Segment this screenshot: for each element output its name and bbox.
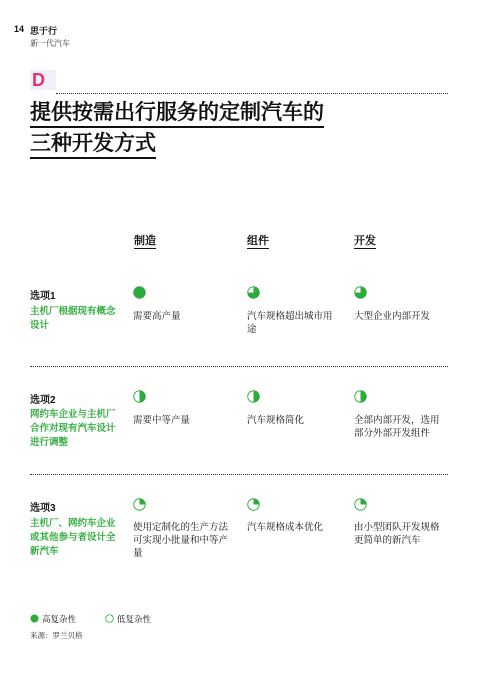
complexity-icon xyxy=(354,498,367,511)
legend-low-label: 低复杂性 xyxy=(117,614,152,624)
option-3-manufacturing-text: 使用定制化的生产方法可实现小批量和中等产量 xyxy=(133,522,229,559)
complexity-icon xyxy=(133,498,146,511)
option-2-label: 选项2 xyxy=(30,395,56,406)
complexity-icon-fill xyxy=(361,391,367,403)
complexity-icon-fill xyxy=(254,391,260,403)
complexity-icon xyxy=(354,390,367,403)
option-3-development-text: 由小型团队开发规格更简单的新汽车 xyxy=(354,522,440,546)
title-divider xyxy=(56,93,448,94)
complexity-icon xyxy=(247,498,260,511)
option-3-components-text: 汽车规格成本优化 xyxy=(247,522,324,533)
legend-high-label: 高复杂性 xyxy=(42,614,77,624)
section-letter: D xyxy=(30,70,56,90)
complexity-icon-fill xyxy=(134,287,146,299)
option-1-components-text: 汽车规格超出城市用途 xyxy=(247,311,333,335)
option-1-description: 主机厂根据现有概念设计 xyxy=(30,306,116,331)
complexity-icon xyxy=(354,286,367,299)
row-divider xyxy=(30,474,448,475)
option-1-development-text: 大型企业内部开发 xyxy=(354,311,431,322)
option-2-components-text: 汽车规格简化 xyxy=(247,415,305,426)
complexity-icon-fill xyxy=(140,499,146,505)
brand-subtitle: 新一代汽车 xyxy=(30,39,70,48)
column-header-manufacturing: 制造 xyxy=(134,235,156,247)
page-title-line-1: 提供按需出行服务的定制汽车的 xyxy=(30,99,324,128)
page-title xyxy=(30,97,324,159)
complexity-icon xyxy=(247,390,260,403)
complexity-icon-fill xyxy=(254,499,260,505)
option-2-description: 网约车企业与主机厂合作对现有汽车设计进行调整 xyxy=(30,409,116,448)
complexity-icon xyxy=(133,286,146,299)
complexity-icon-fill xyxy=(361,499,367,505)
column-header-development: 开发 xyxy=(354,235,376,247)
column-header-components: 组件 xyxy=(247,235,269,247)
complexity-icon xyxy=(133,390,146,403)
option-1-label: 选项1 xyxy=(30,291,56,302)
complexity-icon xyxy=(247,286,260,299)
low-complexity-legend-icon xyxy=(105,614,114,623)
option-3-label: 选项3 xyxy=(30,503,56,514)
brand-title: 思于行 xyxy=(30,26,58,36)
complexity-icon-fill xyxy=(140,391,146,403)
page-number: 14 xyxy=(14,24,25,34)
option-3-description: 主机厂、网约车企业或其他参与者设计全新汽车 xyxy=(30,518,116,557)
option-2-development-text: 全部内部开发，选用部分外部开发组件 xyxy=(354,415,440,439)
row-divider xyxy=(30,366,448,367)
page-title-line-2: 三种开发方式 xyxy=(30,130,156,159)
option-2-manufacturing-text: 需要中等产量 xyxy=(133,415,191,426)
high-complexity-legend-icon xyxy=(30,614,39,623)
option-1-manufacturing-text: 需要高产量 xyxy=(133,311,181,322)
source-note: 来源：罗兰贝格 xyxy=(30,631,83,640)
